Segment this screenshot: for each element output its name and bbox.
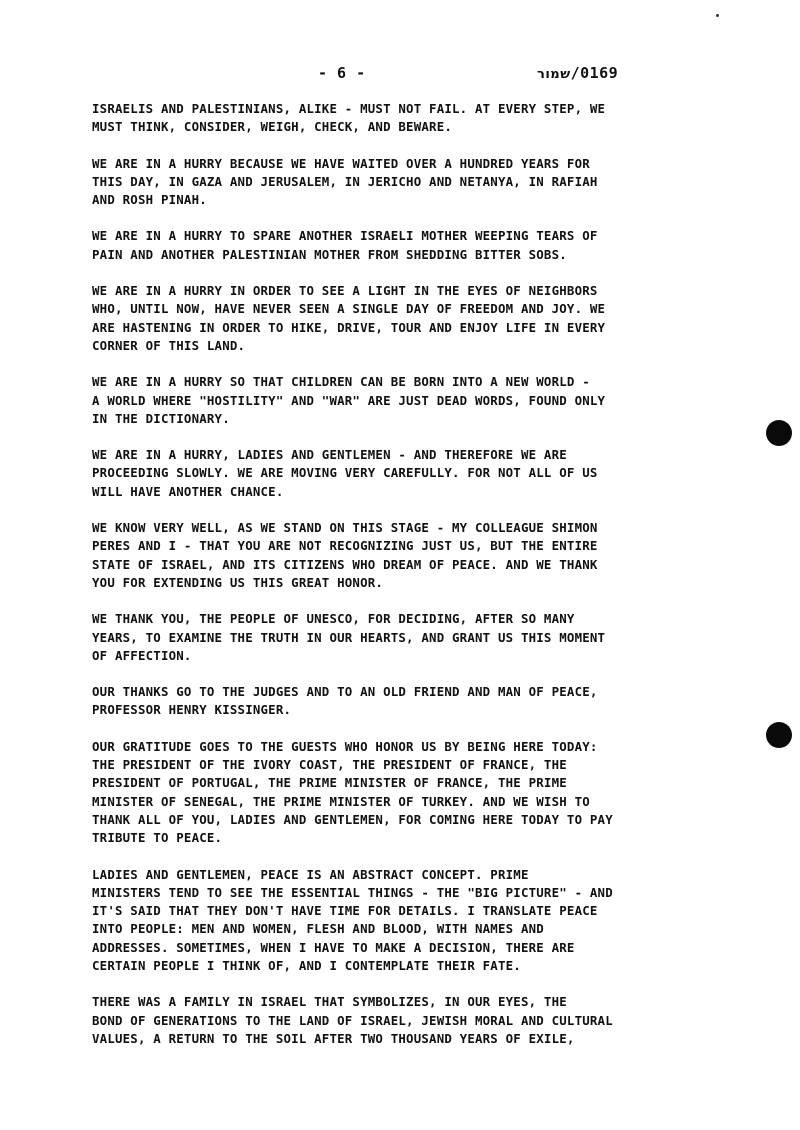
text-line: OUR GRATITUDE GOES TO THE GUESTS WHO HONOR US BY BEING HERE TODAY:	[92, 738, 598, 754]
paragraph	[92, 738, 652, 848]
punch-hole	[766, 420, 792, 446]
text-line: WE KNOW VERY WELL, AS WE STAND ON THIS STAGE - MY COLLEAGUE SHIMON	[92, 520, 598, 536]
paragraph	[92, 519, 652, 592]
text-line: MINISTERS TEND TO SEE THE ESSENTIAL THINGS - THE "BIG PICTURE" - AND	[92, 884, 613, 900]
text-line: WE ARE IN A HURRY, LADIES AND GENTLEMEN - AND THEREFORE WE ARE	[92, 447, 567, 463]
text-line: IN THE DICTIONARY.	[92, 410, 230, 426]
text-line: WE ARE IN A HURRY TO SPARE ANOTHER ISRAELI MOTHER WEEPING TEARS OF	[92, 228, 598, 244]
text-line: CERTAIN PEOPLE I THINK OF, AND I CONTEMPLATE THEIR FATE.	[92, 957, 521, 973]
text-line: WHO, UNTIL NOW, HAVE NEVER SEEN A SINGLE DAY OF FREEDOM AND JOY. WE	[92, 301, 606, 317]
text-line: STATE OF ISRAEL, AND ITS CITIZENS WHO DREAM OF PEACE. AND WE THANK	[92, 556, 598, 572]
text-line: PAIN AND ANOTHER PALESTINIAN MOTHER FROM SHEDDING BITTER SOBS.	[92, 246, 567, 262]
body-text	[92, 100, 652, 1066]
text-line: AND ROSH PINAH.	[92, 192, 207, 208]
text-line: WE ARE IN A HURRY SO THAT CHILDREN CAN BE BORN INTO A NEW WORLD -	[92, 374, 590, 390]
text-line: INTO PEOPLE: MEN AND WOMEN, FLESH AND BLOOD, WITH NAMES AND	[92, 921, 544, 937]
text-line: A WORLD WHERE "HOSTILITY" AND "WAR" ARE JUST DEAD WORDS, FOUND ONLY	[92, 392, 606, 408]
text-line: THANK ALL OF YOU, LADIES AND GENTLEMEN, FOR COMING HERE TODAY TO PAY	[92, 811, 613, 827]
text-line: TRIBUTE TO PEACE.	[92, 830, 223, 846]
paragraph	[92, 100, 652, 137]
text-line: YEARS, TO EXAMINE THE TRUTH IN OUR HEARTS, AND GRANT US THIS MOMENT	[92, 629, 606, 645]
scan-speck	[716, 14, 719, 17]
reference-hebrew-label: שמור	[537, 67, 571, 82]
paragraph	[92, 446, 652, 501]
paragraph	[92, 373, 652, 428]
text-line: PRESIDENT OF PORTUGAL, THE PRIME MINISTER OF FRANCE, THE PRIME	[92, 775, 567, 791]
text-line: PROCEEDING SLOWLY. WE ARE MOVING VERY CAREFULLY. FOR NOT ALL OF US	[92, 465, 598, 481]
text-line: THERE WAS A FAMILY IN ISRAEL THAT SYMBOLIZES, IN OUR EYES, THE	[92, 994, 567, 1010]
paragraph	[92, 866, 652, 976]
paragraph	[92, 227, 652, 264]
text-line: WE ARE IN A HURRY IN ORDER TO SEE A LIGHT IN THE EYES OF NEIGHBORS	[92, 283, 598, 299]
page-number: - 6 -	[318, 64, 366, 82]
text-line: ARE HASTENING IN ORDER TO HIKE, DRIVE, TOUR AND ENJOY LIFE IN EVERY	[92, 319, 606, 335]
text-line: PROFESSOR HENRY KISSINGER.	[92, 702, 292, 718]
text-line: YOU FOR EXTENDING US THIS GREAT HONOR.	[92, 574, 384, 590]
text-line: ISRAELIS AND PALESTINIANS, ALIKE - MUST NOT FAIL. AT EVERY STEP, WE	[92, 101, 606, 116]
paragraph	[92, 993, 652, 1048]
reference-number: /0169	[570, 64, 619, 82]
text-line: THE PRESIDENT OF THE IVORY COAST, THE PRESIDENT OF FRANCE, THE	[92, 757, 567, 773]
text-line: BOND OF GENERATIONS TO THE LAND OF ISRAEL, JEWISH MORAL AND CULTURAL	[92, 1012, 613, 1028]
paragraph	[92, 610, 652, 665]
text-line: IT'S SAID THAT THEY DON'T HAVE TIME FOR DETAILS. I TRANSLATE PEACE	[92, 903, 598, 919]
text-line: MUST THINK, CONSIDER, WEIGH, CHECK, AND BEWARE.	[92, 119, 453, 135]
text-line: MINISTER OF SENEGAL, THE PRIME MINISTER OF TURKEY. AND WE WISH TO	[92, 793, 590, 809]
paragraph	[92, 282, 652, 355]
text-line: WE THANK YOU, THE PEOPLE OF UNESCO, FOR DECIDING, AFTER SO MANY	[92, 611, 575, 627]
paragraph	[92, 155, 652, 210]
text-line: OUR THANKS GO TO THE JUDGES AND TO AN OLD FRIEND AND MAN OF PEACE,	[92, 684, 598, 700]
text-line: PERES AND I - THAT YOU ARE NOT RECOGNIZING JUST US, BUT THE ENTIRE	[92, 538, 598, 554]
text-line: VALUES, A RETURN TO THE SOIL AFTER TWO THOUSAND YEARS OF EXILE,	[92, 1030, 575, 1046]
paragraph	[92, 683, 652, 720]
text-line: OF AFFECTION.	[92, 647, 192, 663]
text-line: ADDRESSES. SOMETIMES, WHEN I HAVE TO MAKE A DECISION, THERE ARE	[92, 939, 575, 955]
text-line: WE ARE IN A HURRY BECAUSE WE HAVE WAITED OVER A HUNDRED YEARS FOR	[92, 155, 590, 171]
text-line: LADIES AND GENTLEMEN, PEACE IS AN ABSTRACT CONCEPT. PRIME	[92, 866, 529, 882]
text-line: CORNER OF THIS LAND.	[92, 337, 246, 353]
punch-hole	[766, 722, 792, 748]
text-line: WILL HAVE ANOTHER CHANCE.	[92, 483, 284, 499]
text-line: THIS DAY, IN GAZA AND JERUSALEM, IN JERICHO AND NETANYA, IN RAFIAH	[92, 173, 598, 189]
document-reference	[537, 64, 618, 82]
